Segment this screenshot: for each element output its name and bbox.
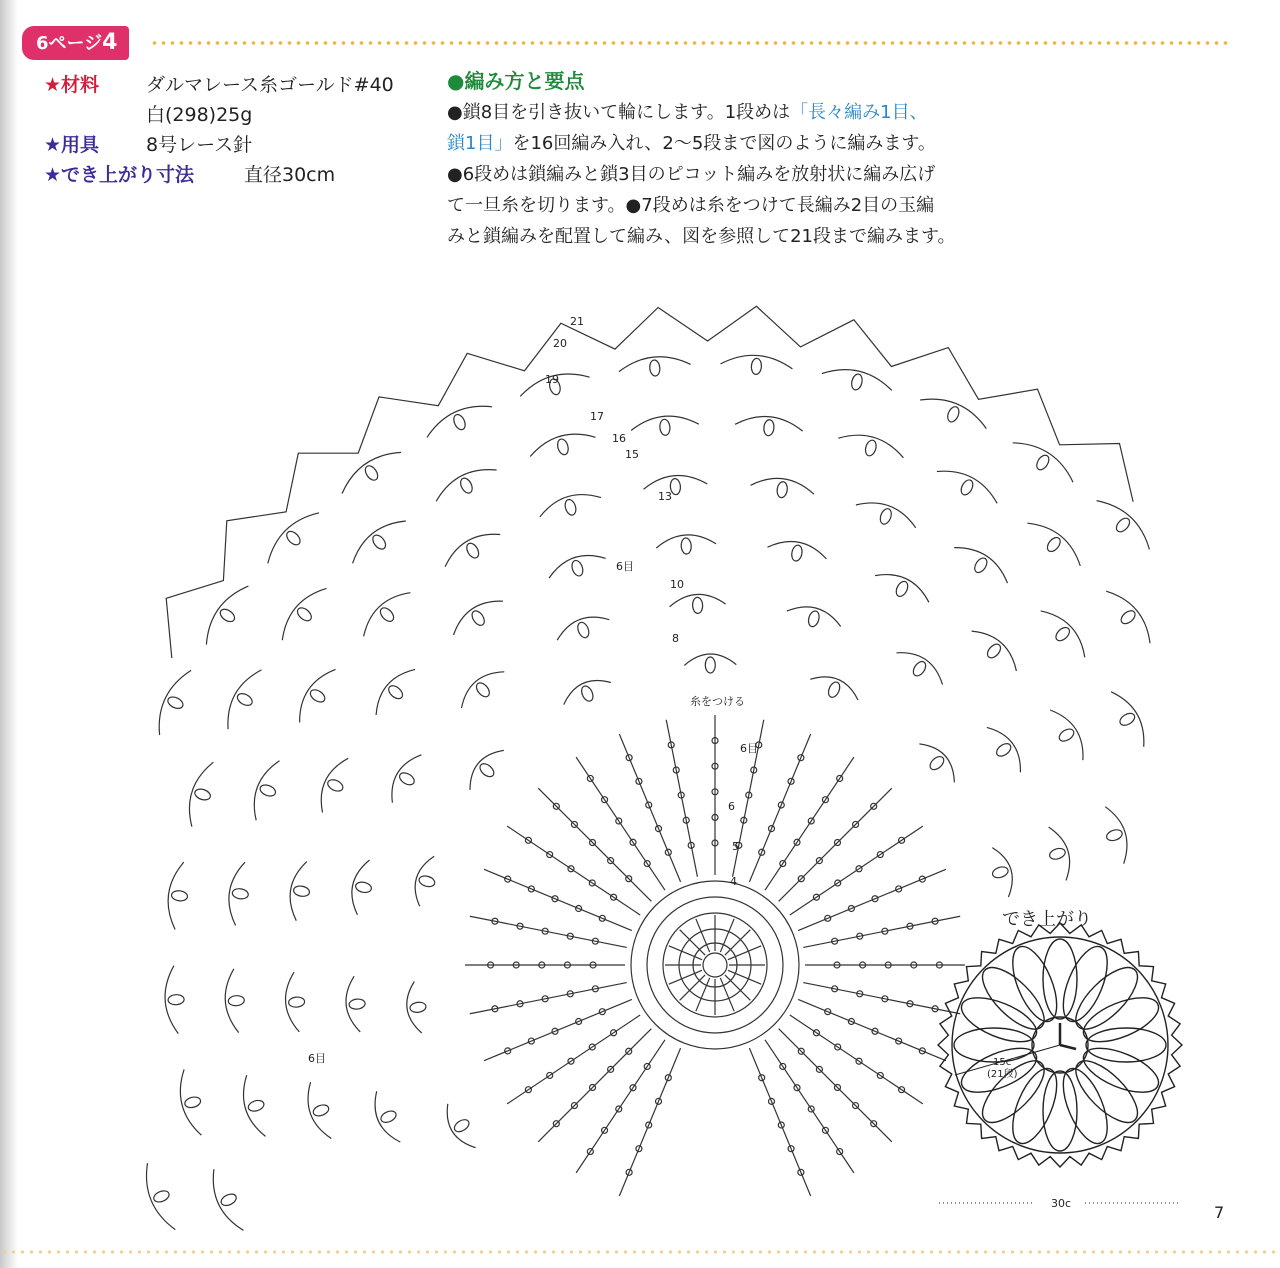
- cluster-stitch: [864, 439, 878, 457]
- cluster-stitch: [171, 890, 188, 902]
- chain-arch: [735, 416, 803, 431]
- round-label: 5: [732, 840, 739, 853]
- round-label: 13: [658, 490, 672, 503]
- chain-arch: [656, 535, 716, 548]
- diagram-note: 6目: [616, 560, 634, 573]
- page-number: 7: [1214, 1203, 1225, 1222]
- cluster-stitch: [193, 787, 211, 802]
- finished-shape-diagram: [925, 895, 1205, 1210]
- cluster-stitch: [1048, 847, 1066, 861]
- chain-arch: [619, 357, 691, 372]
- cluster-stitch: [478, 761, 497, 779]
- chain-arch: [407, 982, 422, 1034]
- instr-line-1a: ●鎖8目を引き抜いて輪にします。1段めは: [447, 102, 791, 123]
- cluster-stitch: [1053, 625, 1071, 643]
- cluster-stitch: [807, 610, 821, 628]
- cluster-stitch: [452, 1117, 471, 1134]
- chain-arch: [447, 1104, 475, 1148]
- chain-arch: [375, 1091, 400, 1142]
- cluster-stitch: [705, 657, 715, 673]
- diagram-note: 糸をつける: [690, 695, 745, 708]
- cluster-stitch: [826, 680, 842, 699]
- chain-arch: [768, 541, 827, 558]
- finished-diagram-label: でき上がり: [1002, 909, 1092, 930]
- cluster-stitch: [295, 605, 314, 623]
- chain-arch: [684, 654, 736, 665]
- cluster-stitch: [681, 538, 692, 555]
- chain-arch: [787, 607, 841, 627]
- cluster-stitch: [570, 559, 585, 577]
- cluster-stitch: [232, 888, 249, 900]
- round-label: 4: [730, 875, 737, 888]
- chain-arch: [243, 1075, 265, 1136]
- cluster-stitch: [474, 680, 492, 699]
- chain-arch: [445, 534, 500, 567]
- instr-line-4: て一旦糸を切ります。●7段めは糸をつけて長編み2目の玉編: [447, 195, 935, 216]
- cluster-stitch: [288, 996, 305, 1007]
- cluster-stitch: [184, 1095, 202, 1109]
- chain-arch: [352, 860, 370, 915]
- cluster-stitch: [911, 659, 928, 678]
- cluster-stitch: [659, 419, 670, 436]
- finished-petal: [1043, 939, 1077, 1019]
- chain-arch: [1097, 501, 1150, 550]
- chain-arch: [1013, 443, 1073, 482]
- round-label: 6: [728, 800, 735, 813]
- cluster-stitch: [985, 642, 1003, 661]
- cluster-stitch: [776, 481, 788, 498]
- chain-arch: [897, 653, 943, 685]
- finished-petal: [1054, 1063, 1116, 1150]
- radius-label: 15c: [993, 1057, 1012, 1068]
- book-spine-shadow: [0, 0, 18, 1268]
- cluster-stitch: [959, 478, 975, 497]
- chain-arch: [1111, 692, 1144, 747]
- chain-arch: [427, 406, 492, 437]
- cluster-stitch: [152, 1189, 171, 1204]
- radius-sub-label: (21段): [987, 1069, 1018, 1080]
- cluster-stitch: [386, 683, 405, 701]
- finished-petal: [1078, 1039, 1165, 1101]
- cluster-stitch: [168, 994, 185, 1005]
- chain-arch: [937, 471, 997, 503]
- chain-arch: [268, 513, 319, 564]
- diameter-label: 30c: [1051, 1197, 1072, 1210]
- cluster-stitch: [579, 684, 595, 703]
- instr-line-2b: を16回編み入れ、2〜5段まで図のように編みます。: [512, 133, 936, 154]
- finished-petal: [1078, 989, 1165, 1051]
- tools-label: ★用具: [44, 134, 100, 156]
- cluster-stitch: [1057, 727, 1076, 744]
- cluster-stitch: [355, 881, 373, 894]
- cluster-stitch: [418, 874, 436, 888]
- chain-arch: [670, 594, 726, 606]
- round-label: 17: [590, 410, 604, 423]
- cluster-stitch: [312, 1103, 330, 1118]
- chain-arch: [920, 399, 986, 428]
- chain-arch: [168, 862, 184, 929]
- cluster-stitch: [972, 556, 989, 575]
- chain-arch: [721, 355, 793, 369]
- chain-arch: [286, 972, 300, 1032]
- cluster-stitch: [219, 1192, 238, 1208]
- chain-arch: [180, 1069, 201, 1135]
- diagram-note: 6目: [308, 1052, 326, 1065]
- chain-arch: [392, 755, 421, 803]
- chain-arch: [282, 588, 326, 640]
- cluster-stitch: [326, 777, 345, 793]
- finished-petal: [1004, 941, 1066, 1028]
- cluster-stitch: [1045, 535, 1063, 554]
- page-reference-badge: [22, 26, 129, 60]
- chain-arch: [838, 435, 903, 458]
- cluster-stitch: [994, 741, 1013, 759]
- cluster-stitch: [379, 1109, 398, 1125]
- round-label: 19: [545, 373, 559, 386]
- cluster-stitch: [378, 605, 396, 624]
- cluster-stitch: [397, 770, 416, 787]
- chain-arch: [229, 862, 245, 925]
- chain-arch: [206, 586, 248, 645]
- cluster-stitch: [370, 533, 388, 552]
- chain-arch: [992, 848, 1012, 897]
- cluster-stitch: [563, 498, 577, 516]
- cluster-stitch: [284, 529, 302, 547]
- cluster-stitch: [1119, 608, 1138, 626]
- round-label: 21: [570, 315, 584, 328]
- diagram-note: 6目: [740, 742, 758, 755]
- cluster-stitch: [1034, 453, 1051, 472]
- header-dotted-rule: [150, 41, 1230, 45]
- instructions-heading: ●編み方と要点: [447, 69, 585, 93]
- center-ring: [703, 953, 727, 977]
- cluster-stitch: [218, 607, 237, 624]
- materials-value-2: 白(298)25g: [146, 104, 253, 126]
- cluster-stitch: [556, 438, 570, 456]
- cluster-stitch: [850, 373, 864, 391]
- chain-arch: [454, 601, 504, 635]
- round-label: 10: [670, 578, 684, 591]
- tools-value: 8号レース針: [146, 134, 253, 156]
- chain-arch: [290, 862, 307, 921]
- cluster-stitch: [166, 695, 185, 711]
- chain-arch: [822, 370, 892, 391]
- chain-arch: [1027, 523, 1080, 566]
- badge-page-text: 6ページ: [36, 33, 103, 54]
- chain-arch: [540, 495, 601, 517]
- chain-arch: [1105, 807, 1127, 864]
- materials-label: ★材料: [44, 74, 100, 96]
- chain-arch: [644, 476, 708, 490]
- badge-number: 4: [102, 30, 118, 55]
- instr-line-3: ●6段めは鎖編みと鎖3目のピコット編みを放射状に編み広げ: [447, 164, 936, 185]
- chain-arch: [987, 727, 1021, 772]
- chain-arch: [462, 672, 505, 708]
- instr-line-1b: 「長々編み1目、: [790, 102, 928, 123]
- size-label: ★でき上がり寸法: [44, 164, 195, 186]
- finished-petal: [1086, 1028, 1166, 1062]
- chain-arch: [470, 750, 504, 790]
- stitch-line: [680, 930, 705, 955]
- center-ring: [631, 881, 799, 1049]
- chain-arch: [954, 548, 1007, 584]
- chain-arch: [376, 669, 415, 715]
- cluster-stitch: [1118, 711, 1137, 728]
- cluster-stitch: [1114, 516, 1132, 535]
- round-label: 16: [612, 432, 626, 445]
- cluster-stitch: [409, 1001, 426, 1013]
- chain-arch: [415, 856, 434, 906]
- chain-arch: [300, 669, 336, 722]
- chain-arch: [972, 631, 1017, 671]
- chain-arch: [342, 452, 401, 493]
- chain-arch: [321, 758, 348, 812]
- chain-arch: [530, 434, 595, 456]
- chain-arch: [159, 670, 191, 735]
- cluster-stitch: [790, 544, 803, 562]
- cluster-stitch: [452, 413, 468, 432]
- cluster-stitch: [894, 580, 910, 599]
- chain-arch: [213, 1169, 243, 1230]
- round-label: 8: [672, 632, 679, 645]
- cluster-stitch: [259, 783, 278, 798]
- chain-arch: [146, 1163, 175, 1230]
- cluster-stitch: [649, 360, 661, 377]
- stitch-line: [725, 930, 750, 955]
- chain-arch: [353, 521, 406, 563]
- chain-arch: [549, 555, 606, 578]
- chain-arch: [225, 969, 238, 1033]
- round-label: 15: [625, 448, 639, 461]
- finished-petal: [1054, 941, 1116, 1028]
- chain-arch: [751, 478, 814, 494]
- radius-arrow-horizontal: [1060, 1045, 1076, 1049]
- picot-edge: [166, 306, 1133, 658]
- chain-arch: [919, 744, 954, 782]
- chain-arch: [364, 593, 411, 637]
- cluster-stitch: [228, 995, 245, 1006]
- cluster-stitch: [763, 419, 775, 436]
- cluster-stitch: [247, 1099, 265, 1113]
- cluster-stitch: [751, 358, 762, 375]
- finished-petal: [1043, 1071, 1077, 1151]
- cluster-stitch: [576, 621, 591, 640]
- chain-arch: [228, 670, 262, 729]
- cluster-stitch: [470, 609, 487, 628]
- cluster-stitch: [464, 541, 481, 560]
- chain-arch: [875, 575, 929, 603]
- chain-arch: [346, 976, 360, 1032]
- round-label: 20: [553, 337, 567, 350]
- cluster-stitch: [363, 464, 380, 483]
- instr-line-5: みと鎖編みを配置して編み、図を参照して21段まで編みます。: [447, 226, 956, 247]
- stitch-line: [680, 975, 705, 1000]
- chain-arch: [631, 416, 699, 430]
- size-value: 直径30cm: [244, 164, 336, 186]
- chain-arch: [1050, 710, 1083, 760]
- cluster-stitch: [235, 691, 254, 708]
- materials-value: ダルマレース糸ゴールド#40: [146, 74, 394, 96]
- instr-line-2a: 鎖1目」: [447, 133, 513, 154]
- cluster-stitch: [991, 865, 1009, 879]
- cluster-stitch: [1105, 828, 1123, 842]
- stitch-line: [725, 975, 750, 1000]
- chain-arch: [165, 966, 178, 1034]
- finished-petal: [956, 989, 1043, 1051]
- instructions-block: [447, 66, 1067, 252]
- cluster-stitch: [349, 998, 366, 1010]
- cluster-stitch: [692, 597, 703, 613]
- cluster-stitch: [946, 405, 962, 424]
- chain-arch: [436, 470, 496, 502]
- cluster-stitch: [878, 507, 893, 526]
- cluster-stitch: [458, 476, 474, 495]
- chain-arch: [1049, 827, 1070, 880]
- chain-arch: [1041, 611, 1085, 657]
- cluster-stitch: [928, 754, 947, 772]
- cluster-stitch: [308, 687, 327, 704]
- footer-dotted-rule: [0, 1250, 1280, 1254]
- chain-arch: [1106, 591, 1150, 643]
- cluster-stitch: [293, 885, 311, 898]
